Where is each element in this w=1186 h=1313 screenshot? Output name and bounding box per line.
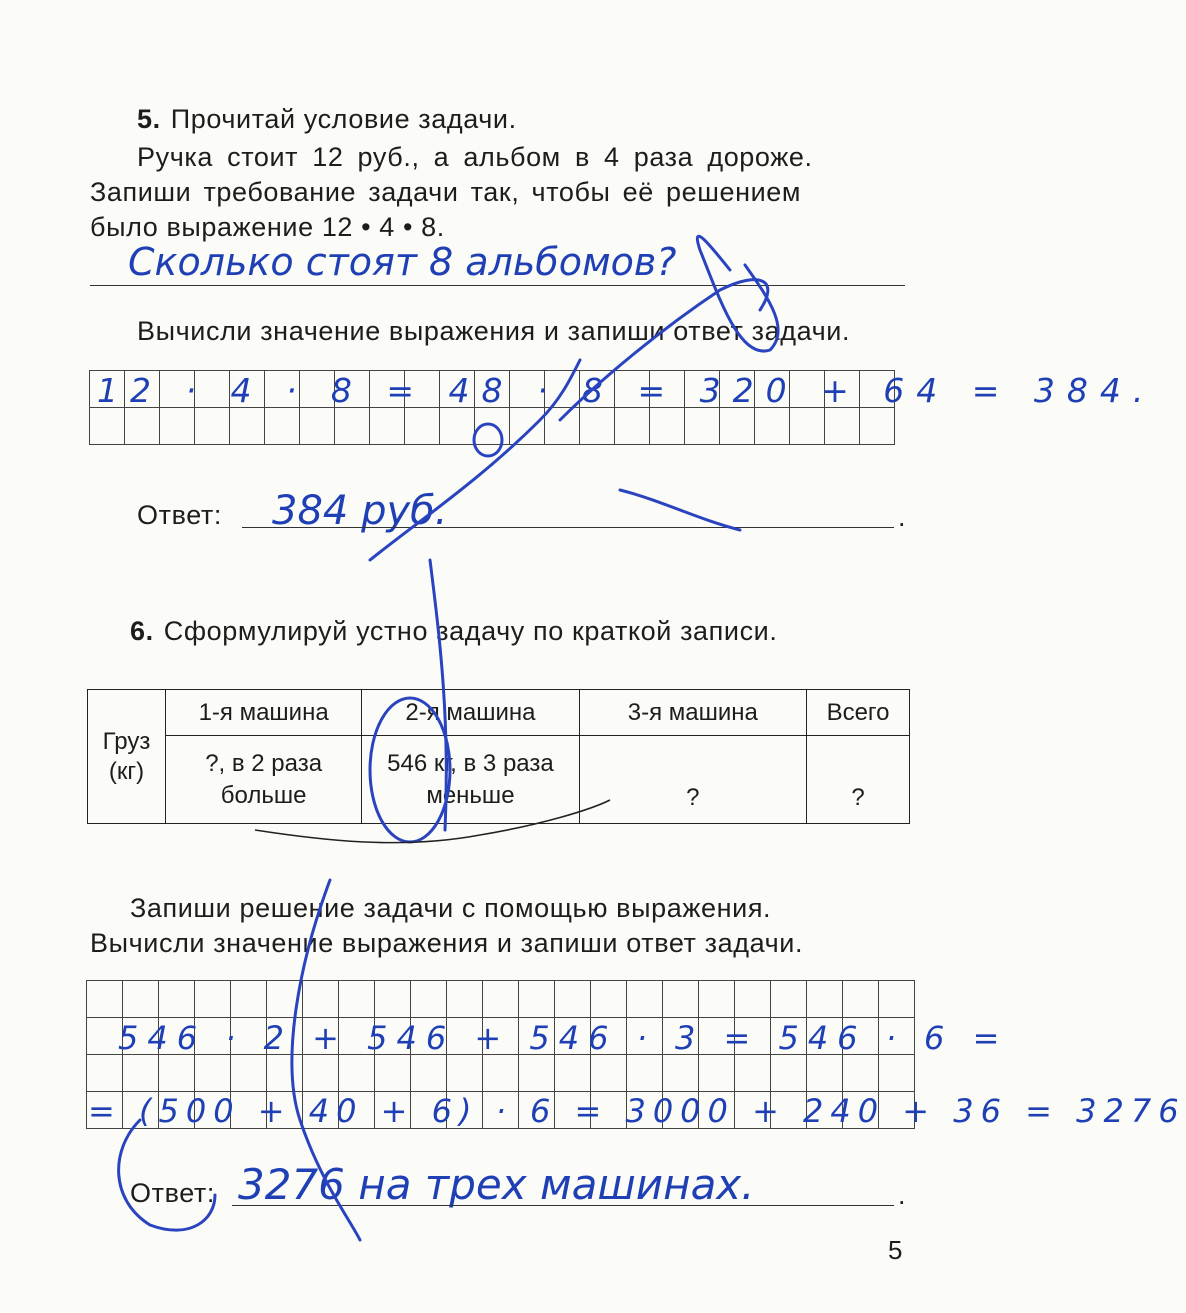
table-row-header: Груз (кг) — [88, 690, 166, 824]
task5-condition-line2: Запиши требование задачи так, чтобы её решением — [90, 177, 802, 207]
task5-number: 5. — [137, 104, 161, 134]
task6-handwritten-answer: 3276 на трех машинах. — [238, 1160, 755, 1209]
pen-circle-answer — [119, 1120, 215, 1230]
table-cell-car2: 546 кг, в 3 раза меньше — [362, 736, 579, 824]
task5-heading-text: Прочитай условие задачи. — [170, 104, 517, 134]
table-col-car3: 3-я машина — [579, 690, 807, 736]
pen-circle-small — [474, 424, 502, 456]
table-cell-car3: ? — [579, 736, 807, 824]
task5-answer-label: Ответ: — [137, 500, 222, 530]
task5-condition-line3: было выражение 12 • 4 • 8. — [90, 212, 445, 242]
pen-circle-table — [370, 698, 450, 842]
pen-stroke-diagonal — [560, 280, 768, 420]
task6-handwritten-line2: = (500 + 40 + 6) · 6 = 3000 + 240 + 36 = 3276 — [88, 1092, 1186, 1130]
table-cell-car1: ?, в 2 раза больше — [165, 736, 361, 824]
task6-instruction-line2: Вычисли значение выражения и запиши ответ задачи. — [90, 928, 804, 958]
task5-instruction: Вычисли значение выражения и запиши ответ задачи. — [137, 316, 851, 346]
task6-answer-label: Ответ: — [130, 1178, 215, 1208]
table-cell-total: ? — [807, 736, 910, 824]
pen-stroke-lower — [292, 880, 360, 1240]
table-col-car2: 2-я машина — [362, 690, 579, 736]
task5-condition-line1: Ручка стоит 12 руб., а альбом в 4 раза дороже. — [137, 142, 813, 172]
table-arc-right — [480, 800, 610, 835]
page-number: 5 — [888, 1235, 903, 1265]
pen-stroke-vertical — [430, 560, 446, 830]
pen-stroke-long — [370, 360, 580, 560]
task5-handwritten-answer: 384 руб. — [272, 488, 448, 534]
pen-stroke-short — [620, 490, 740, 530]
task5-handwritten-calc: 12 · 4 · 8 = 48 · 8 = 320 + 64 = 384. — [97, 371, 1156, 410]
table-col-car1: 1-я машина — [165, 690, 361, 736]
task6-heading-text: Сформулируй устно задачу по краткой записи. — [163, 616, 778, 646]
task5-answer-period: . — [898, 502, 907, 532]
task6-handwritten-line1: 546 · 2 + 546 + 546 · 3 = 546 · 6 = — [118, 1019, 1009, 1057]
task6-instruction-line1: Запиши решение задачи с помощью выражения. — [130, 893, 772, 923]
table-arc-left — [255, 830, 480, 843]
task6-answer-period: . — [898, 1180, 907, 1210]
table-col-total: Всего — [807, 690, 910, 736]
task6-number: 6. — [130, 616, 154, 646]
task5-handwritten-question: Сколько стоят 8 альбомов? — [128, 240, 677, 284]
